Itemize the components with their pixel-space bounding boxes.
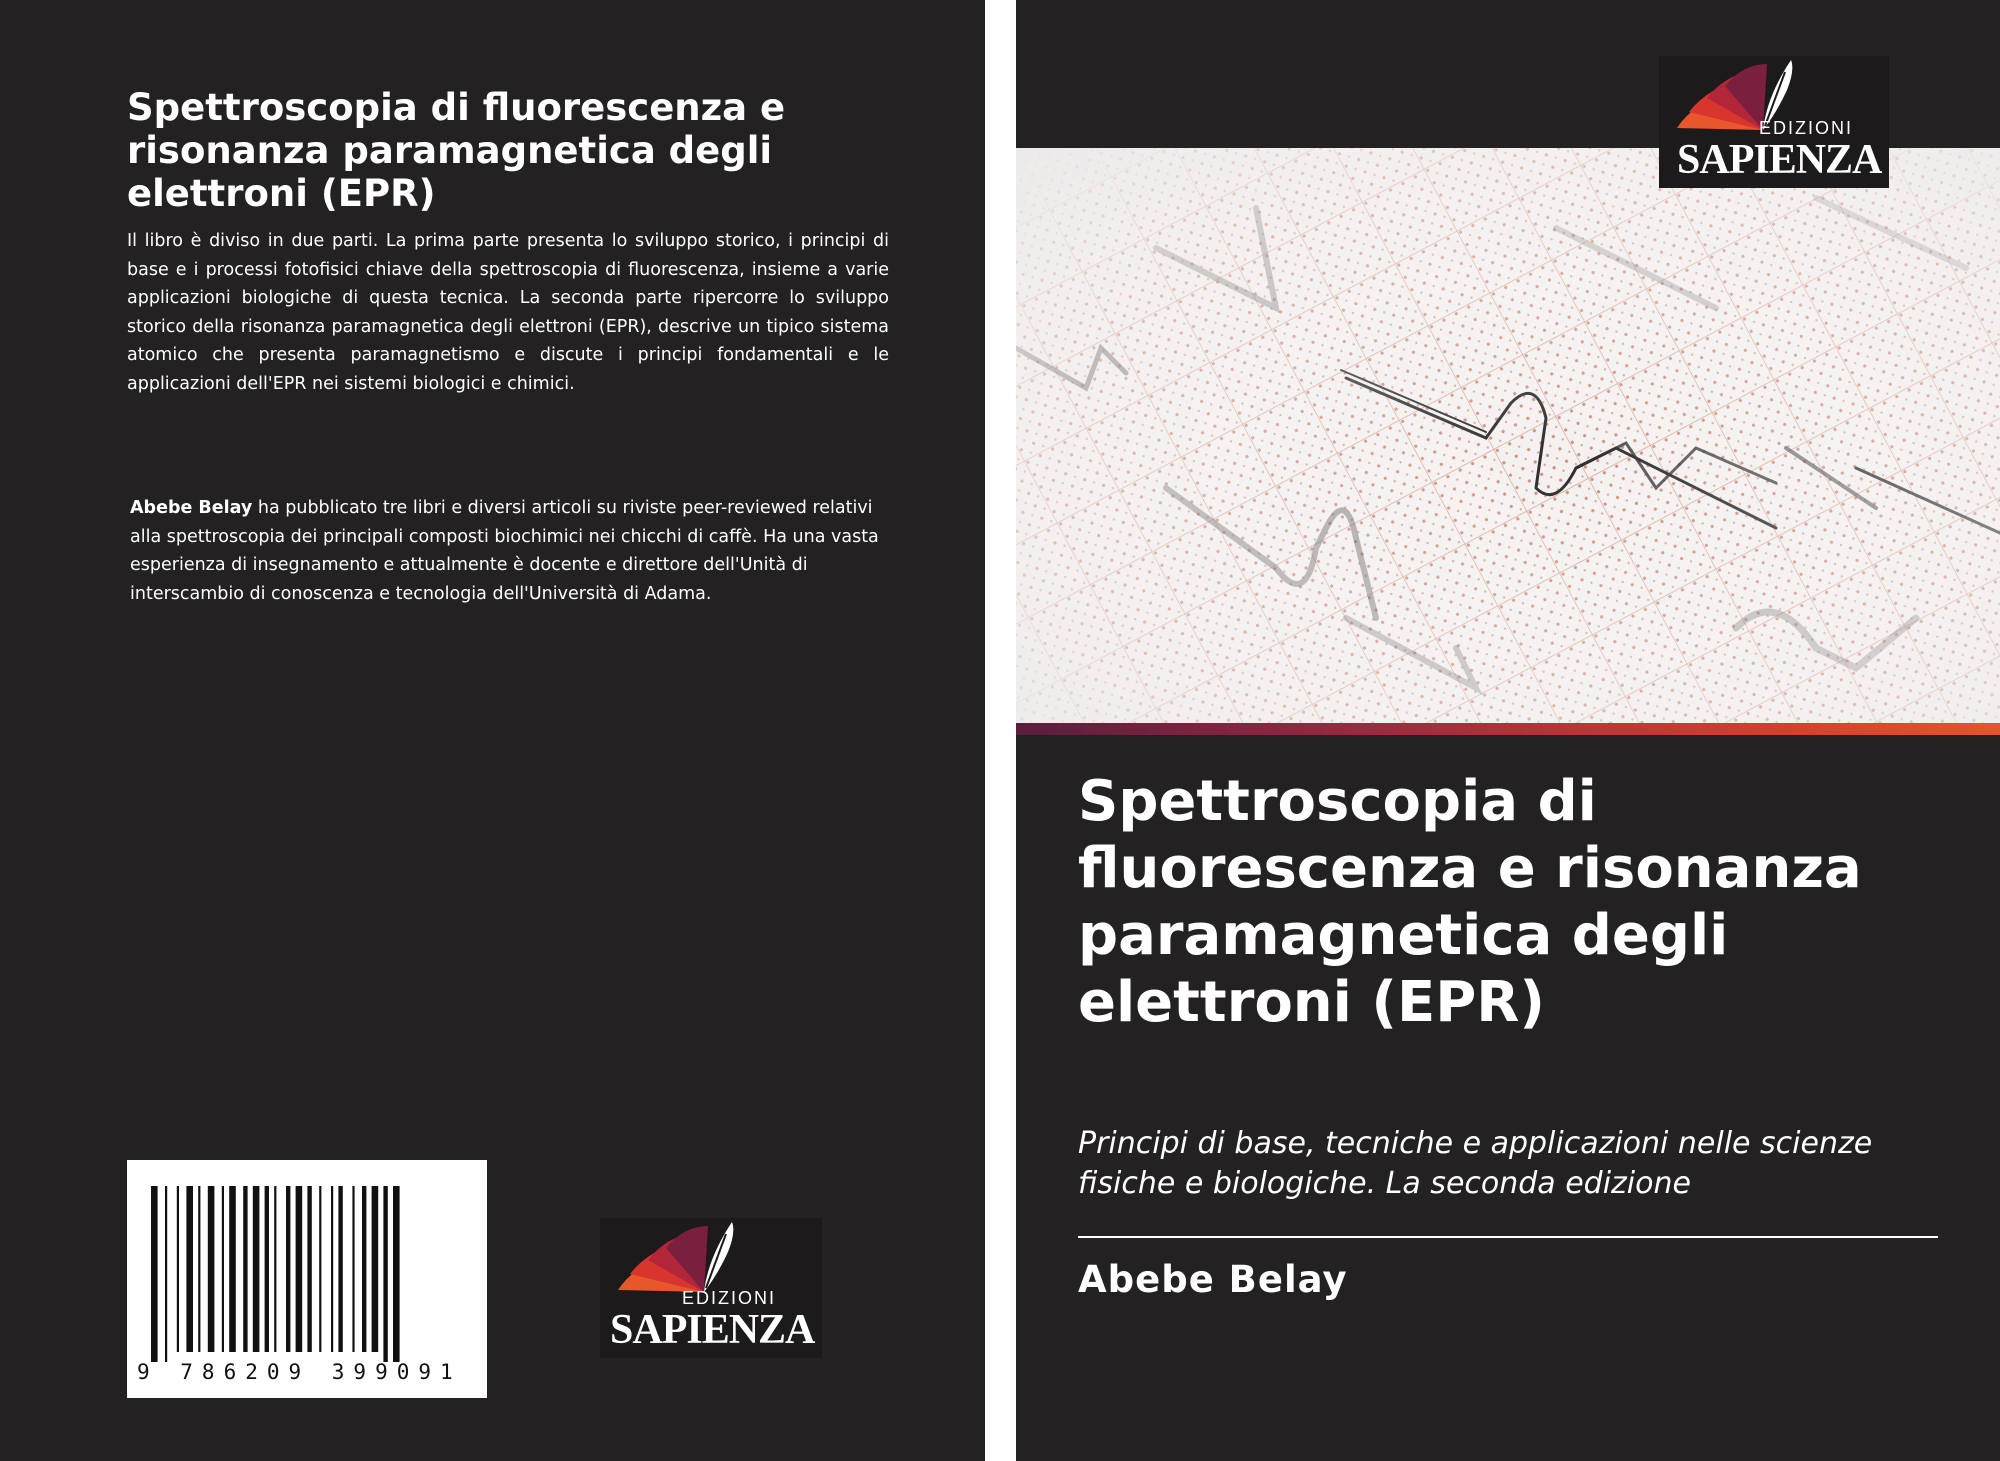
author-bio-name: Abebe Belay	[130, 498, 253, 518]
ecg-graph-image	[1016, 148, 2000, 723]
publisher-name: SAPIENZA	[610, 1307, 815, 1353]
front-cover-title: Spettroscopia di fluorescenza e risonanza paramagnetica degli elettroni (EPR)	[1078, 769, 1862, 1035]
publisher-edizioni-label: EDIZIONI	[682, 1288, 777, 1308]
publisher-edizioni-label: EDIZIONI	[1759, 118, 1854, 138]
front-cover	[1016, 0, 2000, 1461]
author-bio-text: ha pubblicato tre libri e diversi articoli su riviste peer-reviewed relativi alla spettroscopia dei principali composti biochimici nei chicchi di caffè. Ha una vasta esperienza di insegnamento e attualmente è docente e direttore dell'Unità di interscambio di conoscenza e tecnologia dell'Università di Adama.	[130, 498, 879, 604]
back-cover-description: Il libro è diviso in due parti. La prima parte presenta lo sviluppo storico, i principi di base e i processi fotofisici chiave della spettroscopia di fluorescenza, insieme a varie applicazioni biologiche di questa tecnica. La seconda parte ripercorre lo sviluppo storico della risonanza paramagnetica degli elettroni (EPR), descrive un tipico sistema atomico che presenta paramagnetismo e discute i principi fondamentali e le applicazioni dell'EPR nei sistemi biologici e chimici.	[127, 231, 889, 394]
publisher-logo-front	[1659, 56, 1889, 188]
back-cover-title: Spettroscopia di fluorescenza e risonanza paramagnetica degli elettroni (EPR)	[127, 86, 786, 215]
front-cover-subtitle: Principi di base, tecniche e applicazioni nelle scienze fisiche e biologiche. La seconda edizione	[1078, 1126, 1873, 1201]
publisher-name: SAPIENZA	[1677, 137, 1882, 183]
publisher-logo-back	[600, 1218, 822, 1358]
barcode-number: 9 786209 399091	[137, 1360, 462, 1384]
isbn-barcode	[127, 1160, 487, 1398]
ecg-chart-photo	[1016, 148, 2000, 723]
color-stripe	[1016, 723, 2000, 735]
front-cover-author: Abebe Belay	[1078, 1258, 1348, 1301]
divider	[1078, 1236, 1938, 1238]
author-bio	[130, 494, 890, 608]
back-cover	[0, 0, 985, 1461]
